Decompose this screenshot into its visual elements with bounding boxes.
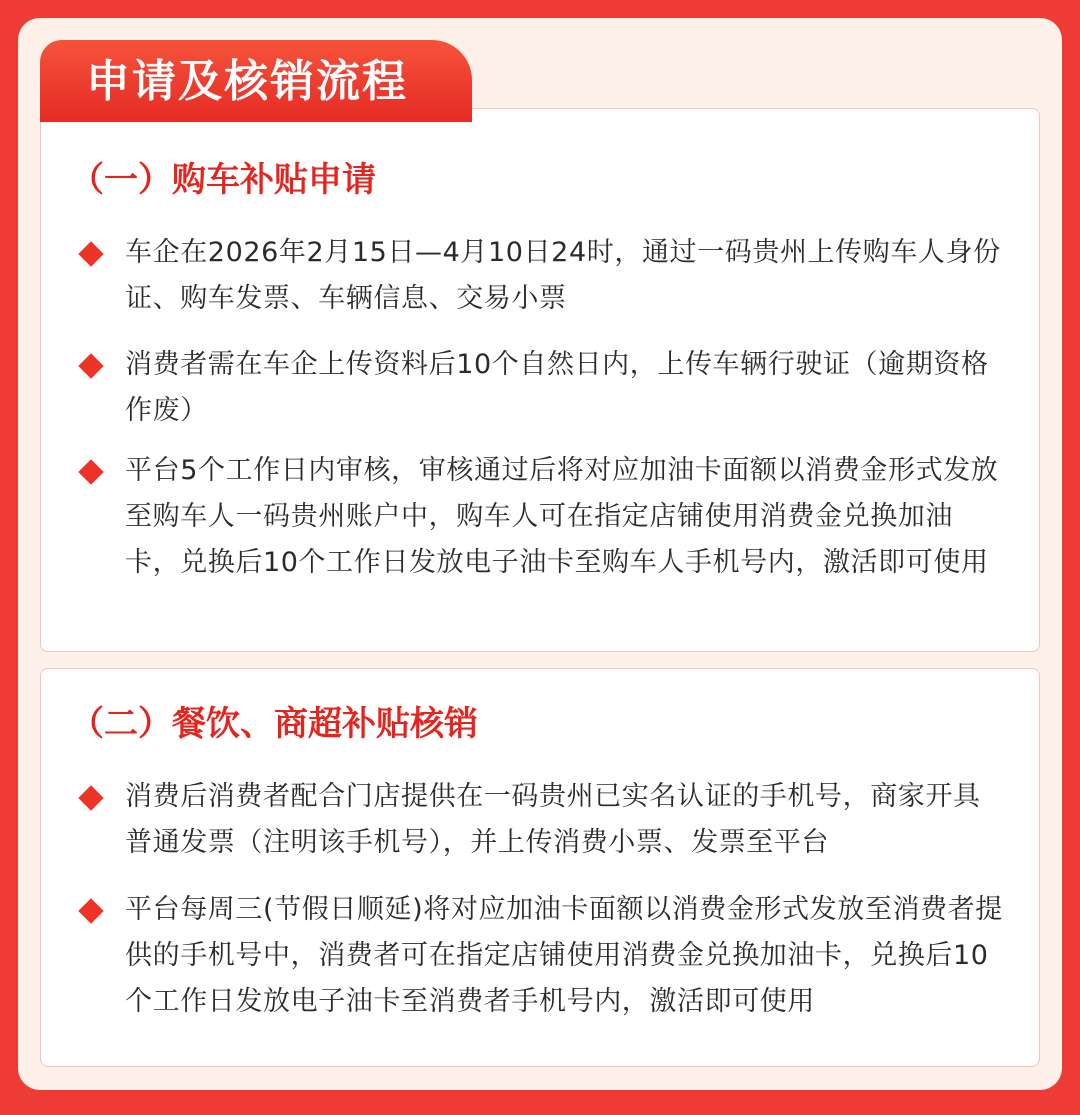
page-title: 申请及核销流程: [86, 56, 408, 107]
list-item: 平台每周三(节假日顺延)将对应加油卡面额以消费金形式发放至消费者提供的手机号中，消费者可在指定店铺使用消费金兑换加油卡，兑换后10个工作日发放电子油卡至消费者手机号内，激活即可使用: [125, 894, 1003, 1017]
list-item: 消费后消费者配合门店提供在一码贵州已实名认证的手机号，商家开具普通发票（注明该手机号），并上传消费小票、发票至平台: [125, 781, 981, 858]
section-title-dining-supermarket: （二）餐饮、商超补贴核销: [70, 704, 478, 744]
list-item: 消费者需在车企上传资料后10个自然日内，上传车辆行驶证（逾期资格作废）: [125, 349, 989, 426]
list-item: 车企在2026年2月15日—4月10日24时，通过一码贵州上传购车人身份证、购车发票、车辆信息、交易小票: [125, 237, 1001, 314]
list-item: 平台5个工作日内审核，审核通过后将对应加油卡面额以消费金形式发放至购车人一码贵州账户中，购车人可在指定店铺使用消费金兑换加油卡，兑换后10个工作日发放电子油卡至购车人手机号内，激活即可使用: [125, 455, 999, 578]
section-title-car-subsidy: （一）购车补贴申请: [70, 160, 376, 200]
